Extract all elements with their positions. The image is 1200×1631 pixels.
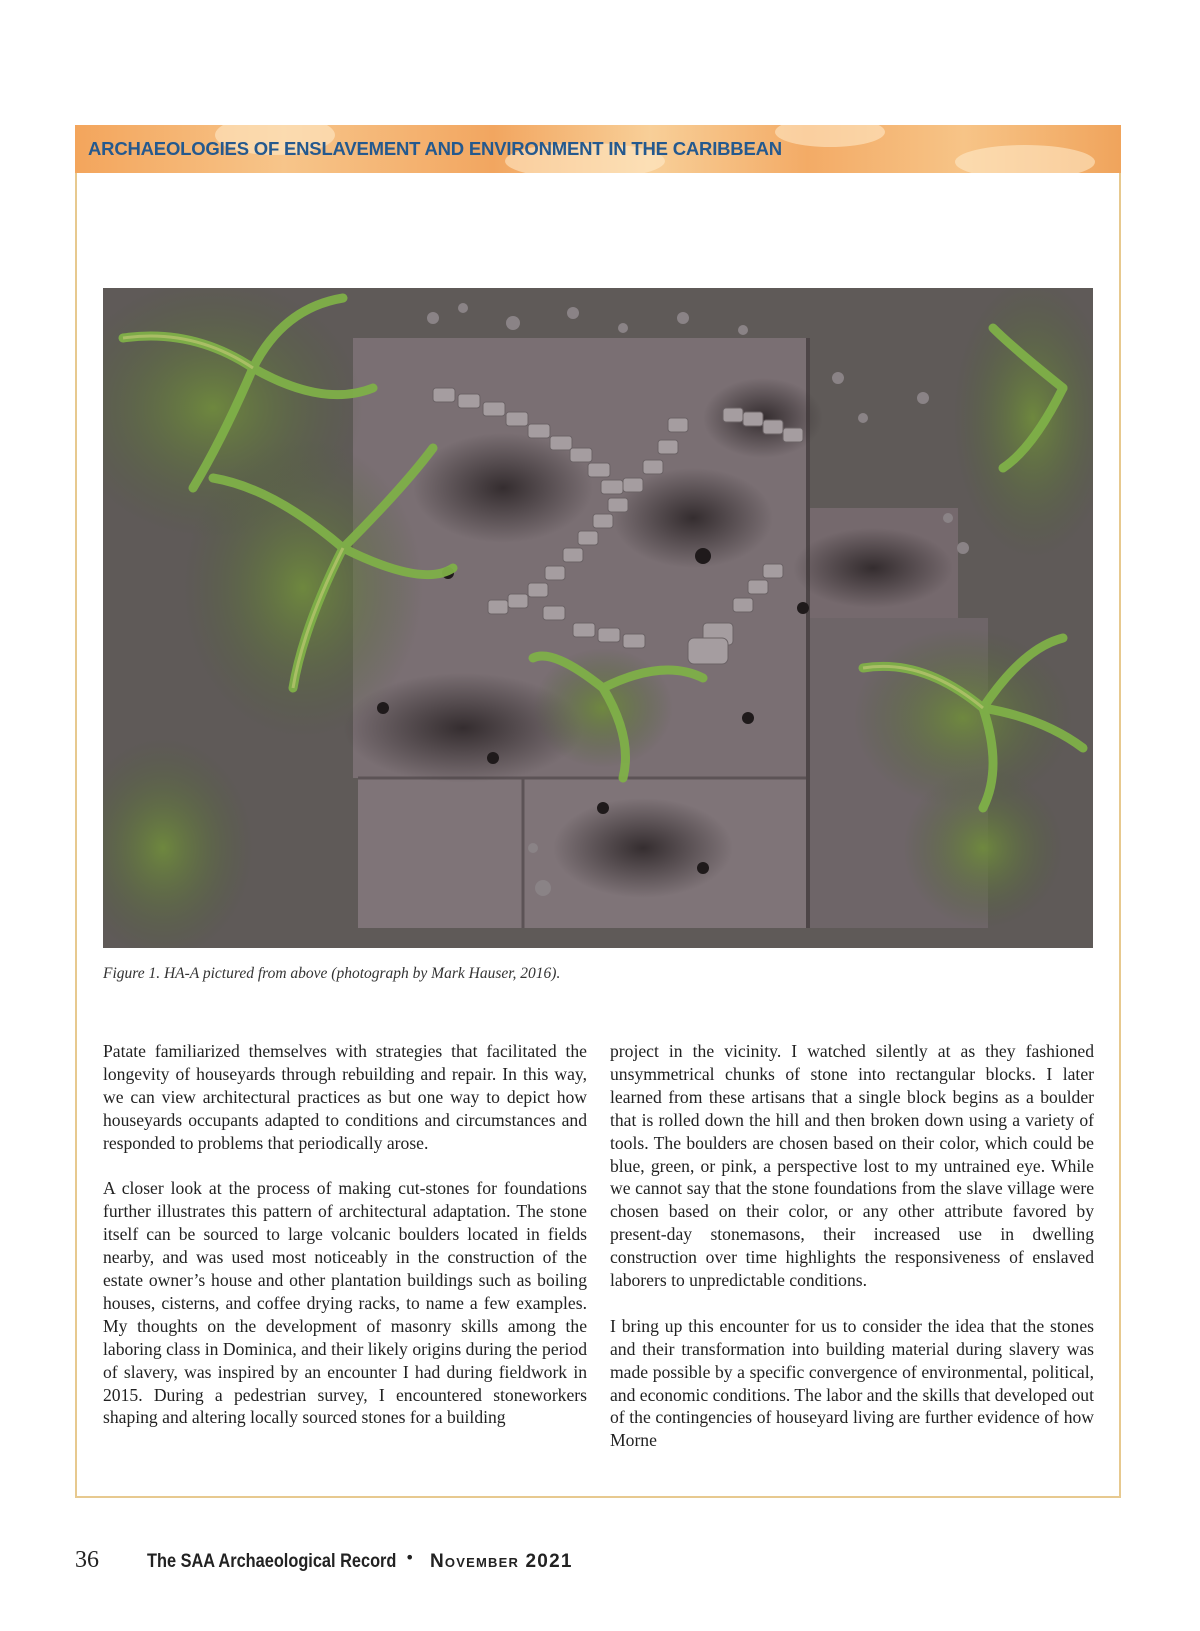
text-column-left bbox=[103, 1040, 587, 1429]
paragraph: I bring up this encounter for us to consider the idea that the stones and their transformation into building material during slavery was made possible by a specific convergence of environmental, political, and economic conditions. The labor and the skills that developed out of the contingencies of houseyard living are further evidence of how Morne bbox=[610, 1315, 1094, 1451]
issue-date: November 2021 bbox=[430, 1551, 573, 1572]
journal-title: The SAA Archaeological Record bbox=[147, 1551, 397, 1572]
section-banner bbox=[75, 125, 1121, 173]
figure-photo bbox=[103, 288, 1093, 948]
section-title: ARCHAEOLOGIES OF ENSLAVEMENT AND ENVIRONMENT IN THE CARIBBEAN bbox=[88, 138, 782, 159]
paragraph: Patate familiarized themselves with strategies that facilitated the longevity of houseyards through rebuilding and repair. In this way, we can view architectural practices as but one way to depict how houseyards occupants adapted to conditions and circumstances and responded to problems that periodically arose. bbox=[103, 1041, 587, 1153]
footer-separator: • bbox=[405, 1548, 415, 1567]
paragraph: project in the vicinity. I watched silently at as they fashioned unsymmetrical chunks of stone into rectangular blocks. I later learned from these artisans that a single block begins as a boulder that is rolled down the hill and then broken down using a variety of tools. The boulders are chosen based on their color, which could be blue, green, or pink, a perspective lost to my untrained eye. While we cannot say that the stone foundations from the slave village were chosen based on their color, or any other attribute favored by present-day stonemasons, their increased use in dwelling construction over time highlights the responsiveness of enslaved laborers to unpredictable conditions. bbox=[610, 1041, 1094, 1291]
figure-caption: Figure 1. HA-A pictured from above (photograph by Mark Hauser, 2016). bbox=[103, 965, 561, 982]
page-number: 36 bbox=[75, 1547, 99, 1573]
excavation-aerial-image bbox=[103, 288, 1093, 948]
paragraph: A closer look at the process of making cut-stones for foundations further illustrates this pattern of architectural adaptation. The stone itself can be sourced to large volcanic boulders located in fields nearby, and was used most noticeably in the construction of the estate owner’s house and other plantation buildings such as boiling houses, cisterns, and coffee drying racks, to name a few examples. My thoughts on the development of masonry skills among the laboring class in Dominica, and their likely origins during the period of slavery, was inspired by an encounter I had during fieldwork in 2015. During a pedestrian survey, I encountered stoneworkers shaping and altering locally sourced stones for a building bbox=[103, 1178, 587, 1428]
text-column-right bbox=[610, 1040, 1094, 1452]
